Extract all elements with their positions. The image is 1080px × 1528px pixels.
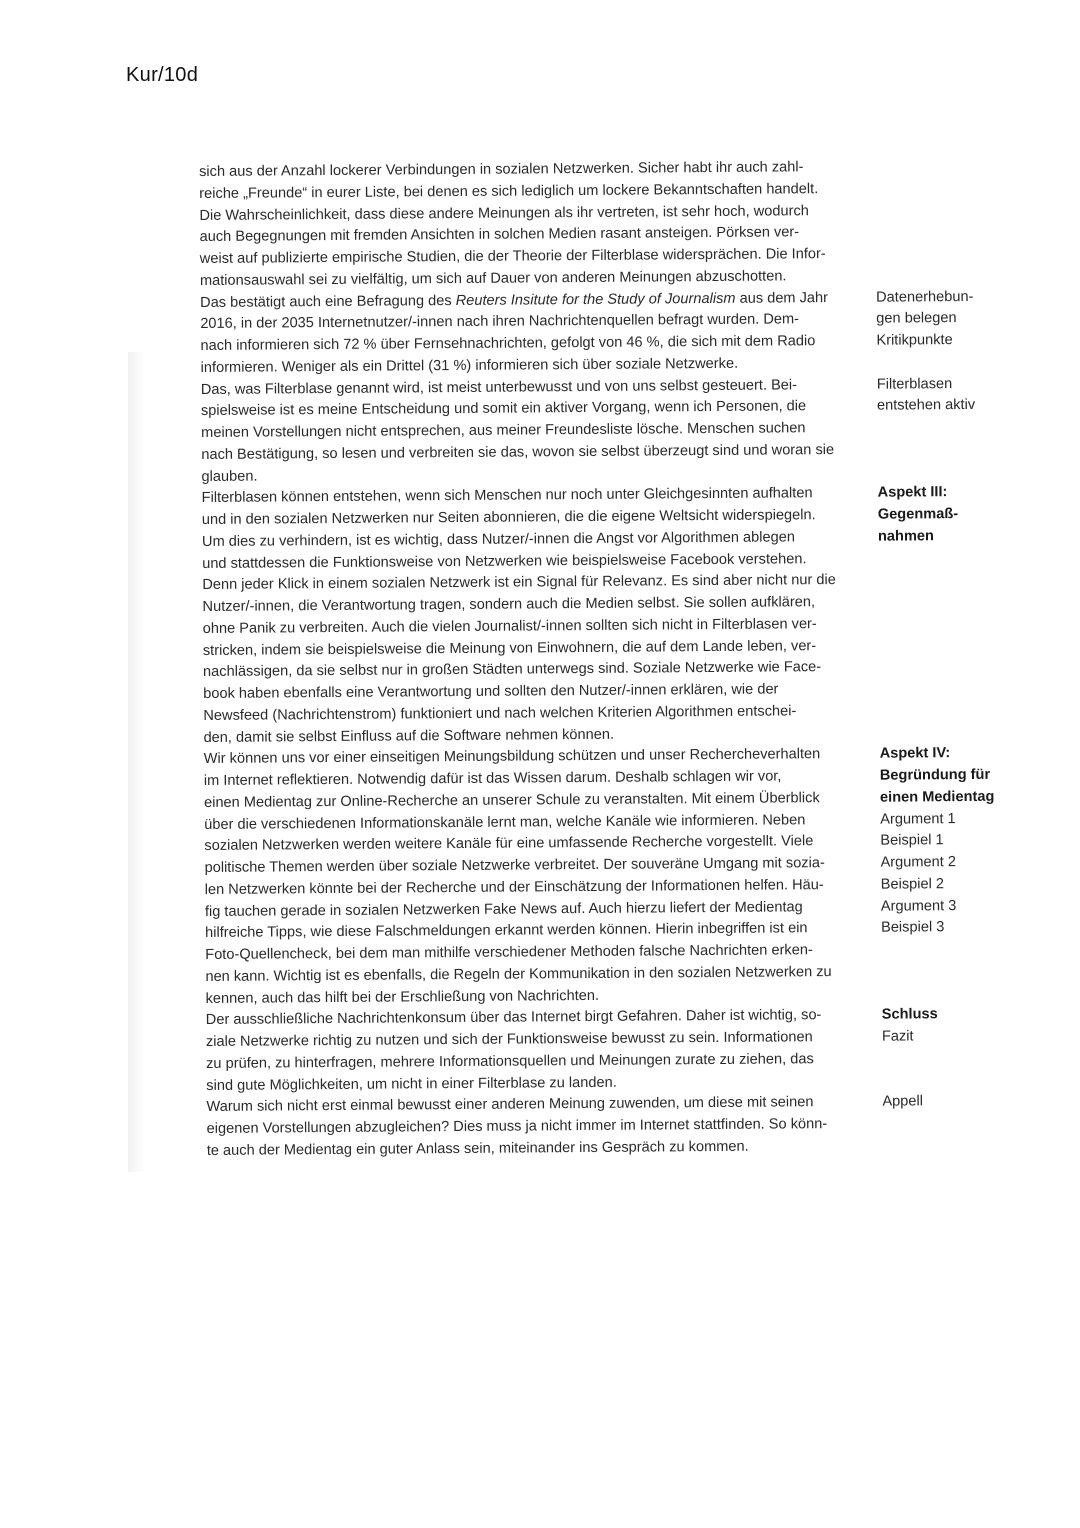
body-text-line: Nutzer/-innen, die Verantwortung tragen, sondern auch die Medien selbst. Sie sollen aufklären, [202,594,816,615]
body-text-line: eigenen Vorstellungen abzugleichen? Dies muss ja nicht immer im Internet stattfinden. So könn- [206,1116,828,1137]
body-text-line: Filterblasen können entstehen, wenn sich Menschen nur noch unter Gleichgesinnten aufhalten [201,485,813,507]
margin-note: Fazit [881,1028,914,1045]
text-segment: Das bestätigt auch eine Befragung des [200,292,456,311]
body-text-line: sich aus der Anzahl lockerer Verbindungen in sozialen Netzwerken. Sicher habt ihr auch zahl- [199,159,804,180]
document-header-label: Kur/10d [126,64,199,86]
institute-name-italic: Reuters Insitute for the Study of Journalism [455,290,736,309]
margin-heading: nahmen [877,527,934,545]
body-text-line: Foto-Quellencheck, bei dem man mithilfe verschiedener Methoden falsche Nachrichten erken- [205,942,813,963]
margin-note: Argument 2 [880,854,957,871]
body-text-line: weist auf publizierte empirische Studien, die der Theorie der Filterblase widersprächen. Die Infor- [199,246,826,267]
body-text-line: informieren. Weniger als ein Drittel (31 %) informieren sich über soziale Netzwerke. [200,355,739,376]
margin-heading: Gegenmaß- [877,506,959,523]
margin-note: Appell [882,1093,924,1110]
body-text-line: nachlässigen, da sie selbst nur in großen Städten unterwegs sind. Soziale Netzwerke wie Face- [202,659,822,681]
margin-note: Datenerhebun- [876,288,974,306]
margin-heading: einen Medientag [879,788,995,806]
body-text-line: im Internet reflektieren. Notwendig dafür ist das Wissen darum. Deshalb schlagen wir vor, [203,768,782,789]
margin-note: entstehen aktiv [876,397,976,414]
body-text-line: stricken, indem sie beispielsweise die Meinung von Einwohnern, die auf dem Lande leben, ver- [202,637,817,659]
body-text-line: len Netzwerken könnte bei der Recherche und der Einschätzung der Informationen helfen. Häu- [204,876,824,898]
margin-note: Filterblasen [876,375,953,393]
body-text-line: nach informieren sich 72 % über Fernsehnachrichten, gefolgt von 46 %, die sich mit dem Radio [200,333,816,354]
margin-heading: Schluss [881,1006,938,1023]
body-text-line: Um dies zu verhindern, ist es wichtig, dass Nutzer/-innen die Angst vor Algorithmen ablegen [201,529,796,550]
margin-heading: Aspekt III: [877,484,948,501]
body-text-line: 2016, in der 2035 Internetnutzer/-innen nach ihren Nachrichtenquellen befragt wurden. Dem- [200,311,800,333]
body-text-line: sind gute Möglichkeiten, um nicht in einer Filterblase zu landen. [206,1074,617,1094]
body-text-line: einen Medientag zur Online-Recherche an unserer Schule zu veranstalten. Mit einem Überblick [203,789,820,811]
margin-note: gen belegen [876,310,957,327]
body-text-line: Wir können uns vor einer einseitigen Meinungsbildung schützen und unser Rechercheverhalten [203,746,821,768]
margin-note: Argument 3 [880,897,957,915]
body-text-line: te auch der Medientag ein guter Anlass sein, miteinander ins Gespräch zu kommen. [206,1138,749,1159]
body-text-line: Newsfeed (Nachrichtenstrom) funktioniert und nach welchen Kriterien Algorithmen entschei- [203,703,797,724]
body-text-line: hilfreiche Tipps, wie diese Falschmeldungen erkannt werden können. Hierin inbegriffen ist ein [205,920,808,942]
scan-binding-shadow [128,352,146,1172]
body-text-line: politische Themen werden über soziale Netzwerke verbreitet. Der souveräne Umgang mit sozia- [204,855,825,876]
body-text-line: nach Bestätigung, so lesen und verbreiten sie das, wovon sie selbst überzeugt sind und woran sie [201,441,835,463]
body-text-line: und stattdessen die Funktionsweise von Netzwerken wie beispielsweise Facebook verstehen. [202,550,807,572]
body-text-line: auch Begegnungen mit fremden Ansichten in solchen Medien rasant ansteigen. Pörksen ver- [199,224,800,246]
body-text-line: Der ausschließliche Nachrichtenkonsum über das Internet birgt Gefahren. Daher ist wichtig, so- [205,1007,822,1029]
text-segment: aus dem Jahr [735,289,829,307]
body-text-line: glauben. [201,468,258,485]
body-text-line: den, damit sie selbst Einfluss auf die Software nehmen können. [203,726,615,746]
body-text-line: ohne Panik zu verbreiten. Auch die vielen Journalist/-innen sollten sich nicht in Filterblasen ver- [202,615,817,637]
body-text-line: Denn jeder Klick in einem sozialen Netzwerk ist ein Signal für Relevanz. Es sind aber nicht nur die [202,572,836,594]
margin-note: Argument 1 [880,810,956,828]
body-text-line: mationsauswahl sei zu vielfältig, um sich auf Dauer von anderen Meinungen abzuschotten. [199,268,787,289]
body-text-line: book haben ebenfalls eine Verantwortung und sollten den Nutzer/-innen erklären, wie der [203,681,779,702]
body-text-line: und in den sozialen Netzwerken nur Seiten abonnieren, die die eigene Weltsicht widerspiegeln. [201,507,816,528]
body-text-line: zu prüfen, zu hinterfragen, mehrere Informationsquellen und Meinungen zurate zu ziehen, das [206,1050,814,1072]
body-text-line: meinen Vorstellungen nicht entsprechen, aus meiner Freundesliste lösche. Menschen suchen [201,420,806,441]
margin-note: Beispiel 2 [880,875,945,893]
body-text-line: spielsweise ist es meine Entscheidung und somit ein aktiver Vorgang, wenn ich Personen, die [200,398,807,420]
margin-heading: Aspekt IV: [879,745,951,762]
margin-note: Beispiel 3 [880,919,945,936]
body-text-line: fig tauchen gerade in sozialen Netzwerken Fake News auf. Auch hierzu liefert der Medientag [204,898,803,920]
margin-heading: Begründung für [879,766,991,784]
body-text-line: Die Wahrscheinlichkeit, dass diese andere Meinungen als ihr vertreten, ist sehr hoch, wodurch [199,202,809,224]
body-text-line: nen kann. Wichtig ist es ebenfalls, die Regeln der Kommunikation in den sozialen Netzwerken zu [205,963,832,985]
body-text-line: ziale Netzwerke richtig zu nutzen und sich der Funktionsweise bewusst zu sein. Informationen [205,1029,813,1050]
body-text-line: reiche „Freunde“ in eurer Liste, bei denen es sich lediglich um lockere Bekanntschaften handelt. [199,180,819,202]
margin-note: Kritikpunkte [876,332,953,349]
body-text-line: über die verschiedenen Informationskanäle lernt man, welche Kanäle wie informieren. Neben [204,811,806,833]
body-text-line: Warum sich nicht erst einmal bewusst einer anderen Meinung zuwenden, um diese mit seinen [206,1094,814,1116]
body-text-line: Das, was Filterblase genannt wird, ist meist unterbewusst und von uns selbst gesteuert. Bei- [200,376,798,398]
body-text-line: sozialen Netzwerken werden weitere Kanäle für eine umfassende Recherche vorgestellt. Viele [204,833,814,855]
body-text-line: kennen, auch das hilft bei der Erschließung von Nachrichten. [205,987,600,1007]
document-page [199,154,1017,1161]
margin-note: Beispiel 1 [880,832,944,849]
